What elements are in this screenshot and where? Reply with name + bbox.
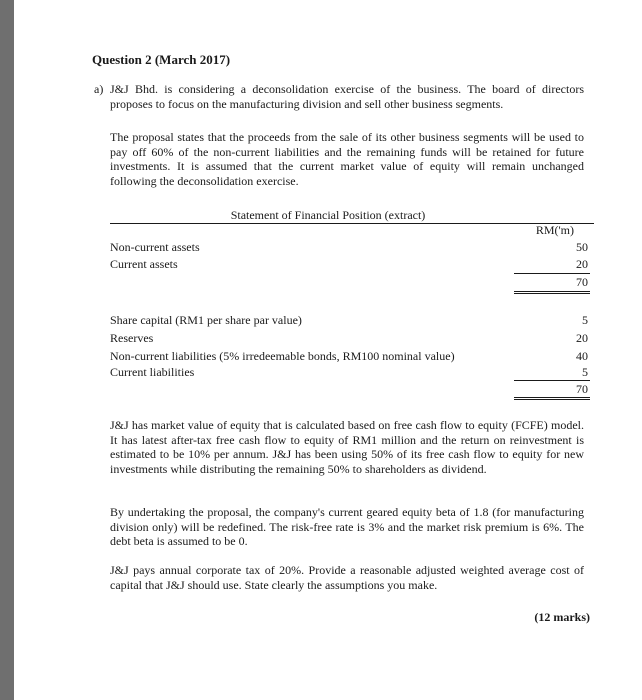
paragraph-proposal: The proposal states that the proceeds from the sale of its other business segments will be used to pay off 60% of the non-current liabilities and the remaining funds will be retained for future investments. It is assumed that the current market value of equity will remain unchanged following the deconsolidation exercise. xyxy=(110,130,584,188)
row-label: Non-current liabilities (5% irredeemable bonds, RM100 nominal value) xyxy=(110,349,455,363)
asset-row xyxy=(110,257,588,273)
row-label: Current assets xyxy=(110,257,178,271)
subtotal-rule xyxy=(514,380,590,381)
question-title: Question 2 (March 2017) xyxy=(92,52,231,67)
equity-liabilities-total: 70 xyxy=(576,382,588,396)
subtotal-rule xyxy=(514,273,590,274)
paragraph-task: J&J pays annual corporate tax of 20%. Provide a reasonable adjusted weighted average cost of capital that J&J should use. State clearly the assumptions you make. xyxy=(110,563,584,592)
row-label: Share capital (RM1 per share par value) xyxy=(110,313,302,327)
liability-row xyxy=(110,365,588,381)
row-value: 20 xyxy=(576,257,588,271)
paragraph-fcfe: J&J has market value of equity that is calculated based on free cash flow to equity (FCFE) model. It has latest after-tax free cash flow to equity of RM1 million and the return on reinvestment is estimated to be 10% per annum. J&J has been using 50% of its free cash flow to equity for new investments while distributing the remaining 50% to shareholders as dividend. xyxy=(110,418,584,476)
row-value: 5 xyxy=(582,313,588,327)
statement-title: Statement of Financial Position (extract) xyxy=(230,208,426,222)
row-label: Non-current assets xyxy=(110,240,200,254)
paragraph-intro: J&J Bhd. is considering a deconsolidation exercise of the business. The board of directors proposes to focus on the manufacturing division and sell other business segments. xyxy=(110,82,584,111)
row-value: 20 xyxy=(576,331,588,345)
row-value: 5 xyxy=(582,365,588,379)
equity-liabilities-total-row xyxy=(110,382,588,398)
part-label: a) xyxy=(94,82,104,96)
equity-row xyxy=(110,331,588,347)
row-label: Current liabilities xyxy=(110,365,195,379)
document-page xyxy=(14,0,642,700)
total-double-rule xyxy=(514,293,590,294)
paragraph-beta: By undertaking the proposal, the company's current geared equity beta of 1.8 (for manufacturing division only) will be redefined. The risk-free rate is 3% and the market risk premium is 6%. The debt beta is assumed to be 0. xyxy=(110,505,584,549)
unit-header: RM('m) xyxy=(535,223,574,237)
asset-row xyxy=(110,240,588,256)
statement-top-rule xyxy=(110,223,594,224)
total-double-rule xyxy=(514,397,590,398)
equity-row xyxy=(110,313,588,329)
assets-total-row xyxy=(110,275,588,291)
row-value: 50 xyxy=(576,240,588,254)
marks-label: (12 marks) xyxy=(534,610,590,624)
liability-row xyxy=(110,349,588,365)
row-label: Reserves xyxy=(110,331,154,345)
left-margin-strip xyxy=(0,0,14,700)
assets-total: 70 xyxy=(576,275,588,289)
total-double-rule xyxy=(514,399,590,400)
row-value: 40 xyxy=(576,349,588,363)
total-double-rule xyxy=(514,291,590,292)
